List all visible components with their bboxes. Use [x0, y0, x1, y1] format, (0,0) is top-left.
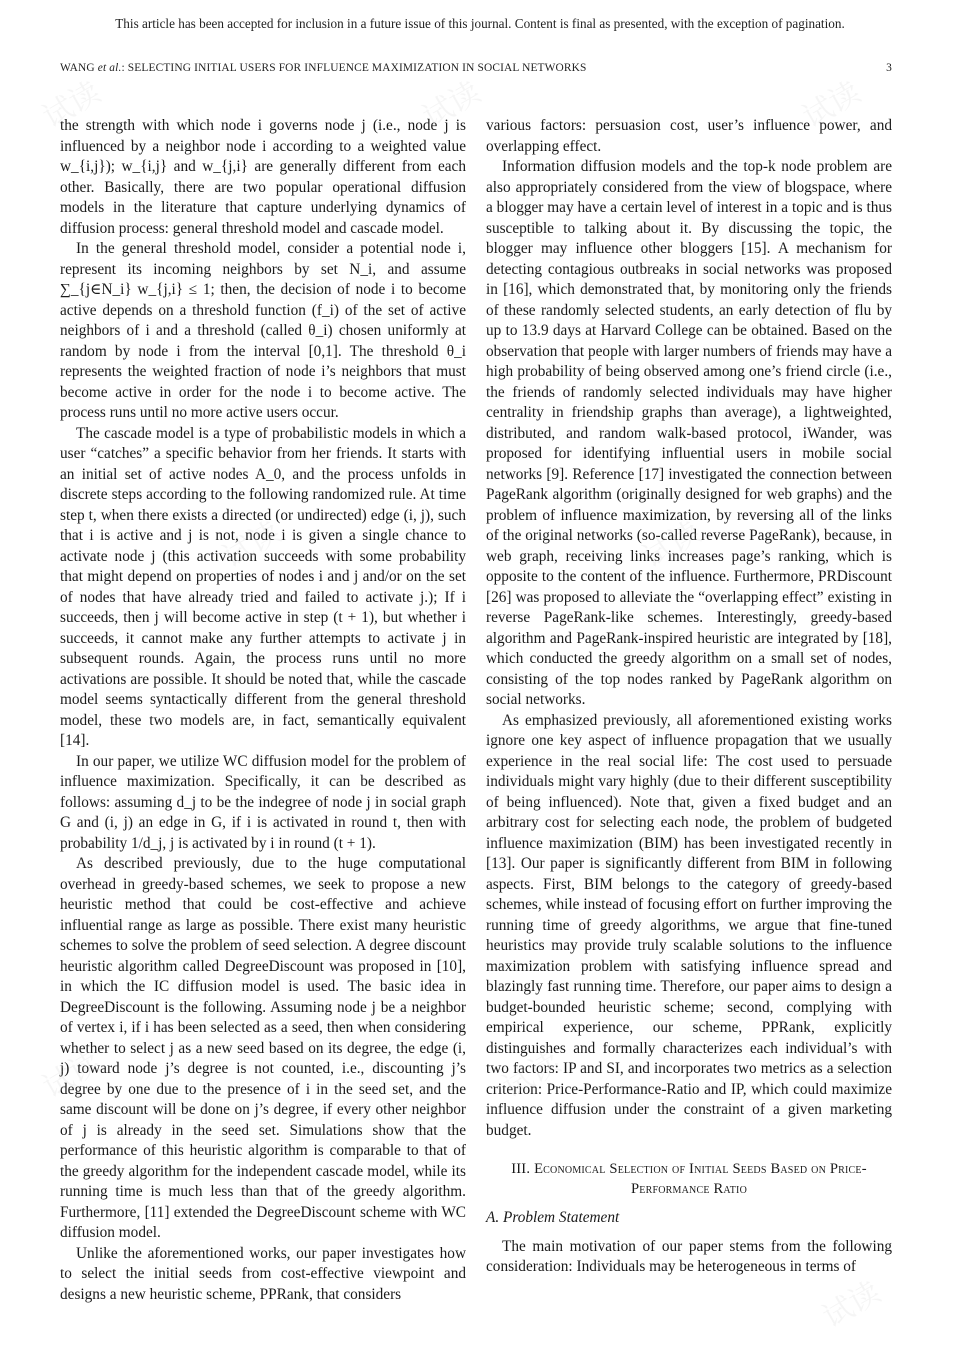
section-heading: III. Economical Selection of Initial Seeds Based on Price-Performance Ratio — [511, 1161, 867, 1197]
watermark: 试读 — [817, 1274, 887, 1336]
page-number: 3 — [886, 62, 892, 74]
acceptance-notice: This article has been accepted for inclusion in a future issue of this journal. Content is final as presented, with the exception of pagination. — [115, 16, 845, 31]
paragraph: various factors: persuasion cost, user’s influence power, and overlapping effect. — [486, 117, 892, 155]
paragraph: The main motivation of our paper stems from the following consideration: Individuals may be heterogeneous in terms of — [486, 1237, 892, 1275]
watermark: 试读 — [417, 74, 487, 136]
watermark: 试读 — [37, 1044, 107, 1106]
left-column — [60, 116, 466, 1305]
watermark: 试读 — [497, 1044, 567, 1106]
watermark: 试读 — [637, 514, 707, 576]
watermark: 试读 — [217, 514, 287, 576]
subsection-heading: A. Problem Statement — [486, 1209, 620, 1226]
running-head-title: WANG et al.: SELECTING INITIAL USERS FOR INFLUENCE MAXIMIZATION IN SOCIAL NETWORKS — [60, 62, 587, 74]
watermark: 试读 — [37, 74, 107, 136]
paragraph: the strength with which node i governs node j (i.e., node j is influenced by a neighbor node i according to a weighted value w_{i,j}); w_{i,j} and w_{j,i} are generally different from each other. Basically, there are two popular operational diffusion models in the literature that capture underlying dynamics of diffusion process: general threshold model and cascade model. — [60, 117, 466, 237]
paragraph: In our paper, we utilize WC diffusion model for the problem of influence maximization. Specifically, it can be described as follows: assuming d_j to be the indegree of node j in social graph G and (i, j) an edge in G, if i is activated in round t, then with probability 1/d_j, j is activated by i in round (t + 1). — [60, 752, 466, 852]
paragraph: As described previously, due to the huge computational overhead in greedy-based schemes, we seek to propose a new heuristic method that could be cost-effective and achieve influential range as large as possible. There exist many heuristic schemes to solve the problem of seed selection. A degree discount heuristic algorithm called DegreeDiscount was proposed in [10], in which the IC diffusion model is used. The basic idea in DegreeDiscount is the following. Assuming node j be a neighbor of vertex i, if i has been selected as a seed, then when considering whether to select j as a new seed based on its degree, the edge (i, j) toward node j’s degree is not counted, i.e., discounting j’s degree by one due to the presence of i in the seed set, and the same discount will be done on j’s degree, if every other neighbor of j is already in the seed set. Simulations show that the performance of this heuristic algorithm is comparable to that of the greedy algorithm for the independent cascade model, while its running time is much less than that of the greedy algorithm. Furthermore, [11] extended the DegreeDiscount scheme with WC diffusion model. — [60, 855, 466, 1241]
paragraph: The cascade model is a type of probabilistic models in which a user “catches” a specific behavior from her friends. It starts with an initial set of active nodes A_0, and the process unfolds in discrete steps according to the following randomized rule. At time step t, when there exists a directed (or undirected) edge (i, j), such that i is active and j is not, node i is given a single chance to activate node j (this activation succeeds with some probability that might depend on properties of nodes i and j and/or on the set of nodes that have already tried and failed to activate j.); If i succeeds, then j will become active in step (t + 1), but whether i succeeds, it cannot make any further attempts to activate j in subsequent rounds. Again, the process runs until no more activations are possible. It should be noted that, while the cascade model seems syntactically different from the general threshold model, these two models are, in fact, semantically equivalent [14]. — [60, 424, 466, 749]
paragraph: Unlike the aforementioned works, our paper investigates how to select the initial seeds from cost-effective viewpoint and designs a new heuristic scheme, PPRank, that considers — [60, 1244, 466, 1303]
right-column — [486, 116, 892, 1278]
paragraph: As emphasized previously, all aforementioned existing works ignore one key aspect of influence propagation that we usually experience in the real social life: The cost used to persuade individuals might vary highly (due to their different susceptibility of being influenced). Note that, given a fixed budget and an arbitrary cost for selecting each node, the problem of budgeted influence maximization (BIM) has been investigated recently in [13]. Our paper is significantly different from BIM in following aspects. First, BIM belongs to the category of greedy-based schemes, while instead of focusing effort on further improving the running time of greedy algorithms, we argue that fine-tuned heuristics may provide truly scalable solutions to the influence maximization problem with satisfying influence spread and blazingly fast running time. Therefore, our paper aims to design a budget-bounded heuristic scheme; second, complying with empirical experience, our scheme, PPRank, explicitly distinguishes and formally characterizes each individual’s with two factors: IP and SI, and incorporates two metrics as a selection criterion: Price-Performance-Ratio and IP, which could maximize influence diffusion under the constraint of a given marketing budget. — [486, 711, 892, 1139]
watermark: 试读 — [797, 74, 867, 136]
paragraph: Information diffusion models and the top-k node problem are also appropriately considered from the view of blogspace, where a blogger may have a certain level of interest in a topic and is thus susceptible to talking about it. By discussing the topic, the blogger may influence other bloggers [15]. A mechanism for detecting contagious outbreaks in social networks was proposed in [16], which demonstrated that, by monitoring only the friends of these randomly selected students, an early detection of flu by up to 13.9 days at Harvard College can be obtained. Based on the observation that people with larger numbers of friends may have a high probability of being observed among one’s friend circle (i.e., the friends of randomly selected individuals may have higher centrality in friendship graphs than average), a lightweighted, distributed, and random walk-based protocol, iWander, was proposed for identifying influential users in mobile social networks [9]. Reference [17] investigated the connection between PageRank algorithm (originally designed for web graphs) and the problem of influence maximization, by reversing all of the links of the original networks (so-called reverse PageRank), because, in web graph, receiving links increases page’s ranking, which is opposite to the content of the influence. Furthermore, PRDiscount [26] was proposed to alleviate the “overlapping effect” existing in reverse PageRank-like schemes. Interestingly, greedy-based algorithm and PageRank-inspired heuristic are integrated by [18], which conducted the greedy algorithm on a small set of nodes, consisting of the top nodes ranked by PageRank algorithm on social networks. — [486, 158, 892, 708]
paragraph: In the general threshold model, consider a potential node i, represent its incoming neighbors by set N_i, and assume ∑_{j∈N_i} w_{j,i} ≤ 1; then, the decision of node i to become active depends on a threshold function (f_i) of the set of active neighbors of i and a threshold (called θ_i) chosen uniformly at random by node i from the interval [0,1]. The threshold θ_i represents the weighted fraction of node i’s neighbors that must become active in order for the node i to become active. The process runs until no more active users occur. — [60, 240, 466, 421]
